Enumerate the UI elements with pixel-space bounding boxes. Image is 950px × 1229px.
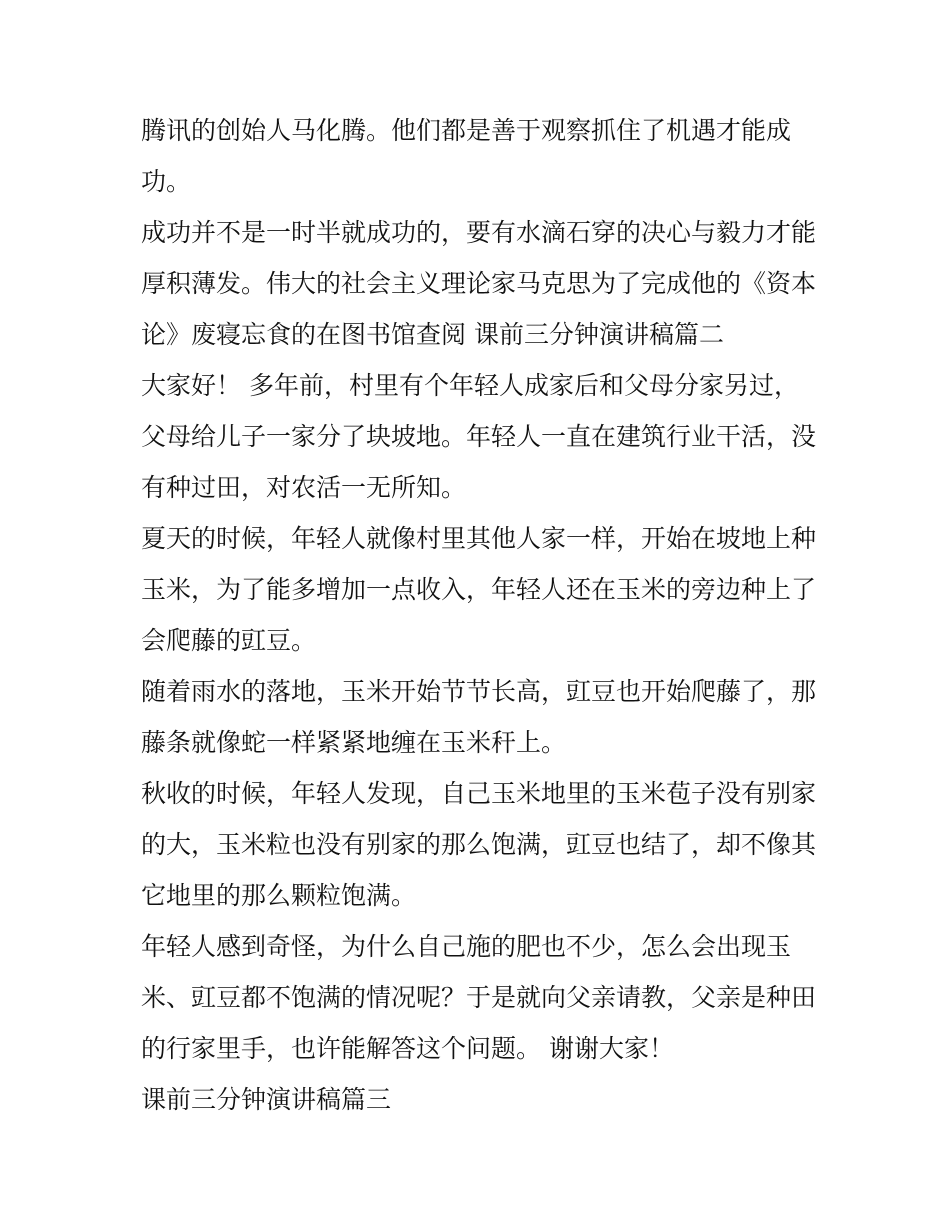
text-line: 会爬藤的豇豆。 bbox=[141, 626, 317, 655]
text-line: 秋收的时候，年轻人发现，自己玉米地里的玉米苞子没有别家 bbox=[141, 779, 817, 808]
section-heading: 课前三分钟演讲稿篇三 bbox=[141, 1085, 392, 1114]
text-line: 厚积薄发。伟大的社会主义理论家马克思为了完成他的《资本 bbox=[141, 269, 817, 298]
text-line: 有种过田，对农活一无所知。 bbox=[141, 473, 467, 502]
text-line: 的大，玉米粒也没有别家的那么饱满，豇豆也结了，却不像其 bbox=[141, 830, 817, 859]
document-body bbox=[141, 105, 821, 1125]
text-line: 论》废寝忘食的在图书馆查阅 课前三分钟演讲稿篇二 bbox=[141, 320, 724, 349]
text-line: 它地里的那么颗粒饱满。 bbox=[141, 881, 417, 910]
text-line: 随着雨水的落地，玉米开始节节长高，豇豆也开始爬藤了，那 bbox=[141, 677, 817, 706]
text-line: 米、豇豆都不饱满的情况呢？于是就向父亲请教，父亲是种田 bbox=[141, 983, 817, 1012]
text-line: 成功并不是一时半就成功的，要有水滴石穿的决心与毅力才能 bbox=[141, 218, 817, 247]
text-line: 腾讯的创始人马化腾。他们都是善于观察抓住了机遇才能成 bbox=[141, 116, 792, 145]
text-line: 玉米，为了能多增加一点收入，年轻人还在玉米的旁边种上了 bbox=[141, 575, 817, 604]
text-line: 功。 bbox=[141, 167, 192, 196]
text-line: 大家好！ 多年前，村里有个年轻人成家后和父母分家另过， bbox=[141, 371, 799, 400]
text-line: 藤条就像蛇一样紧紧地缠在玉米秆上。 bbox=[141, 728, 567, 757]
text-line: 的行家里手，也许能解答这个问题。 谢谢大家！ bbox=[141, 1034, 674, 1063]
text-line: 年轻人感到奇怪，为什么自己施的肥也不少，怎么会出现玉 bbox=[141, 932, 792, 961]
text-line: 夏天的时候，年轻人就像村里其他人家一样，开始在坡地上种 bbox=[141, 524, 817, 553]
text-line: 父母给儿子一家分了块坡地。年轻人一直在建筑行业干活，没 bbox=[141, 422, 817, 451]
